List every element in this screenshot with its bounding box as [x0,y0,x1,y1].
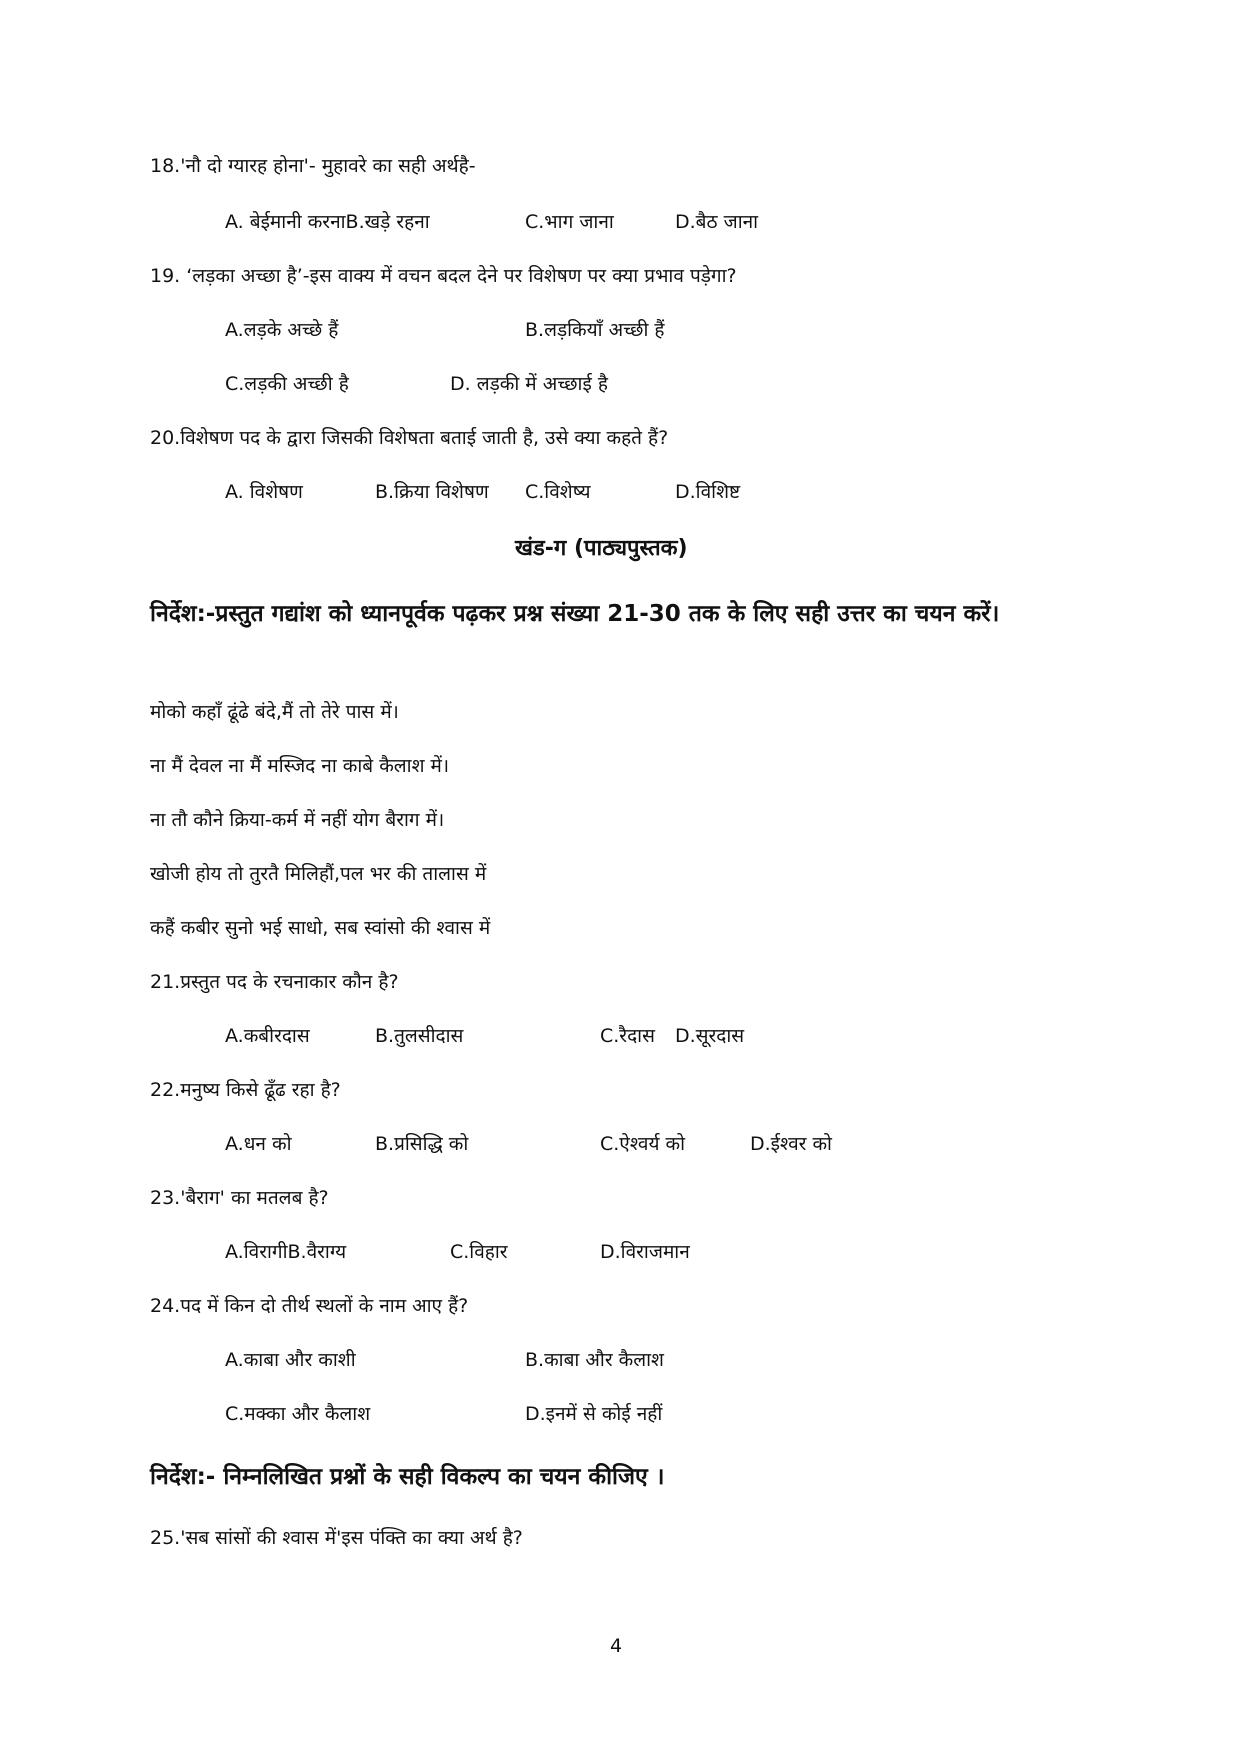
question-20: 20.विशेषण पद के द्वारा जिसकी विशेषता बताई जाती है, उसे क्या कहते हैं? [150,427,669,449]
q20-option-c: C.विशेष्य [525,481,591,503]
question-21: 21.प्रस्तुत पद के रचनाकार कौन है? [150,971,399,993]
q19-option-c: C.लड़की अच्छी है [225,373,349,395]
q21-option-c: C.रैदास [600,1025,655,1047]
page-number: 4 [610,1635,623,1657]
section-instruction: निर्देश:-प्रस्तुत गद्यांश को ध्यानपूर्वक पढ़कर प्रश्न संख्या 21-30 तक के लिए सही उत्तर का चयन करें। [150,601,1000,627]
poem-line-3: ना तौ कौने क्रिया-कर्म में नहीं योग बैराग में। [150,809,445,831]
question-22: 22.मनुष्य किसे ढूँढ रहा है? [150,1079,341,1101]
q22-option-c: C.ऐश्वर्य को [600,1133,686,1155]
instruction-2: निर्देश:- निम्नलिखित प्रश्नों के सही विकल्प का चयन कीजिए । [150,1464,665,1490]
q18-option-c: C.भाग जाना [525,211,614,233]
poem-line-2: ना मैं देवल ना मैं मस्जिद ना काबे कैलाश में। [150,755,450,777]
q23-option-ab: A.विरागीB.वैराग्य [225,1241,347,1263]
q24-option-b: B.काबा और कैलाश [525,1349,664,1371]
question-19: 19. ‘लड़का अच्छा है’-इस वाक्य में वचन बदल देने पर विशेषण पर क्या प्रभाव पड़ेगा? [150,265,737,287]
q19-option-d: D. लड़की में अच्छाई है [450,373,608,395]
q21-option-b: B.तुलसीदास [375,1025,464,1047]
q24-option-a: A.काबा और काशी [225,1349,356,1371]
q20-option-d: D.विशिष्ट [675,481,741,503]
q18-option-d: D.बैठ जाना [675,211,759,233]
q21-option-d: D.सूरदास [675,1025,745,1047]
poem-line-1: मोको कहाँ ढूंढे बंदे,मैं तो तेरे पास में। [150,701,399,723]
q23-option-c: C.विहार [450,1241,508,1263]
question-25: 25.'सब सांसों की श्वास में'इस पंक्ति का क्या अर्थ है? [150,1527,523,1549]
q20-option-b: B.क्रिया विशेषण [375,481,489,503]
section-title: खंड-ग (पाठ्यपुस्तक) [515,536,688,561]
q19-option-a: A.लड़के अच्छे हैं [225,319,339,341]
poem-line-5: कहैं कबीर सुनो भई साधो, सब स्वांसो की श्वास में [150,917,491,939]
poem-line-4: खोजी होय तो तुरतै मिलिहौं,पल भर की तालास में [150,863,487,885]
q22-option-a: A.धन को [225,1133,292,1155]
question-18: 18.'नौ दो ग्यारह होना'- मुहावरे का सही अर्थहै- [150,155,476,177]
q18-option-ab: A. बेईमानी करनाB.खड़े रहना [225,211,430,233]
q21-option-a: A.कबीरदास [225,1025,310,1047]
q24-option-d: D.इनमें से कोई नहीं [525,1403,663,1425]
question-24: 24.पद में किन दो तीर्थ स्थलों के नाम आए हैं? [150,1295,469,1317]
q19-option-b: B.लड़कियाँ अच्छी हैं [525,319,665,341]
q24-option-c: C.मक्का और कैलाश [225,1403,371,1425]
q22-option-b: B.प्रसिद्धि को [375,1133,469,1155]
q20-option-a: A. विशेषण [225,481,303,503]
question-23: 23.'बैराग' का मतलब है? [150,1187,329,1209]
q22-option-d: D.ईश्वर को [750,1133,832,1155]
q23-option-d: D.विराजमान [600,1241,690,1263]
